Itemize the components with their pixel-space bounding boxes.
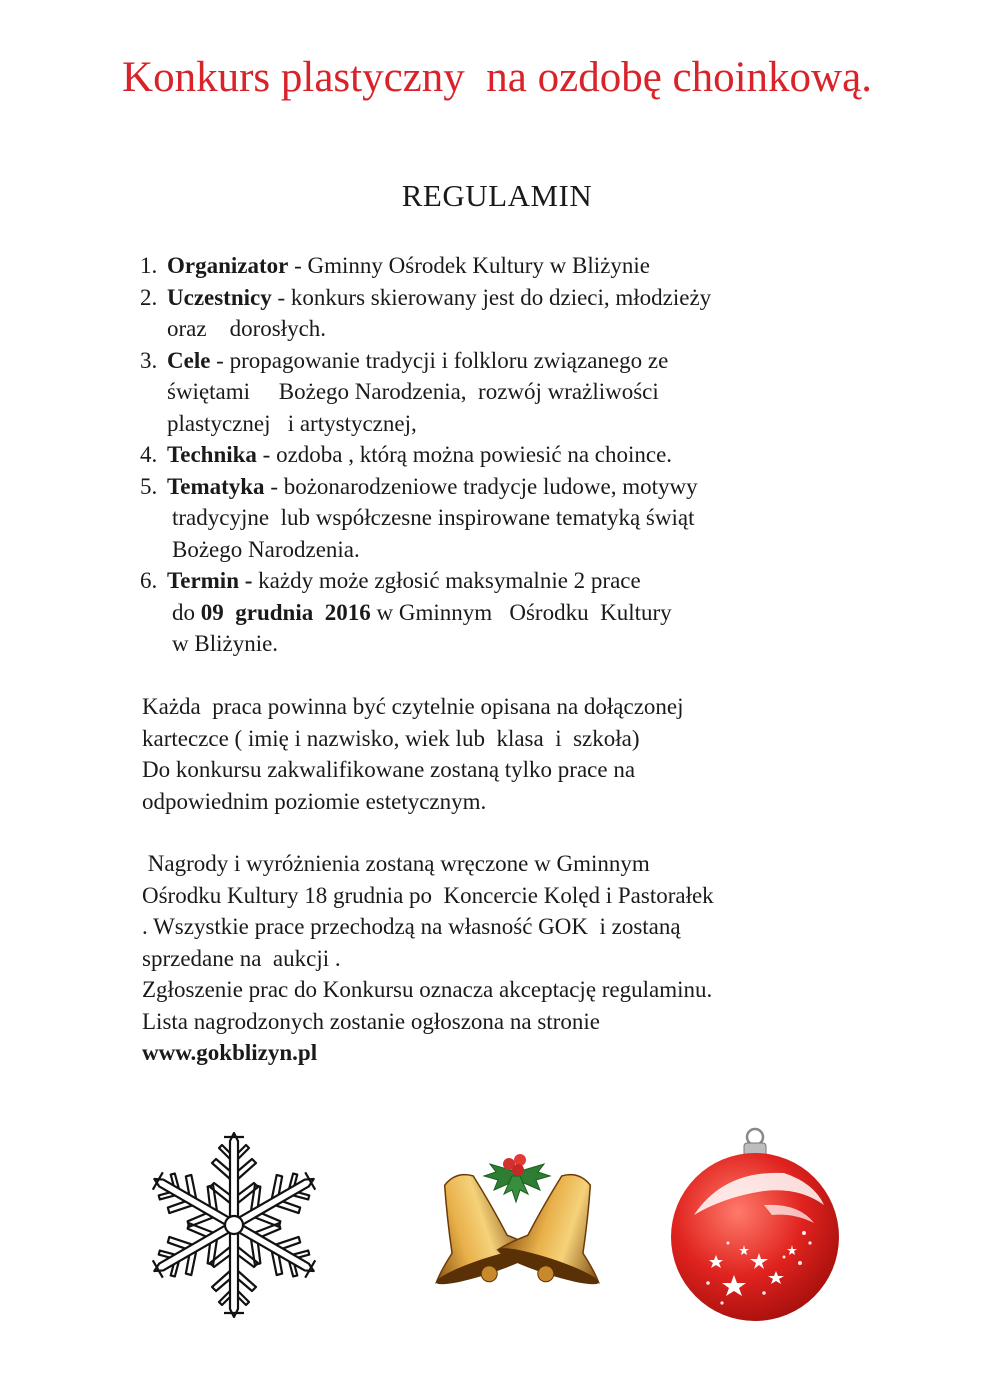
rule-label: Termin - [167,568,253,593]
christmas-bauble-icon [664,1125,844,1325]
rule-number: 2. [140,284,158,310]
submission-paragraph: Każda praca powinna być czytelnie opisana na dołączonej karteczce ( imię i nazwisko, wiek lub klasa i szkoła) Do konkursu zakwalifikowane zostaną tylko prace na odpowiednim poziomie estetycznym. [142,694,684,814]
rule-text: - ozdoba , którą można powiesić na choince. [256,442,673,467]
rule-continuation: w Bliżynie. [172,631,279,656]
rule-text: - Gminny Ośrodek Kultury w Bliżynie [288,253,650,278]
website-link[interactable]: www.gokblizyn.pl [142,1040,318,1065]
rule-item-goals [140,345,860,440]
awards-paragraph [142,848,862,1069]
rule-label: Technika [167,442,257,467]
rule-number: 4. [140,442,158,467]
rule-number: 6. [140,568,158,593]
rule-label: Tematyka [167,473,265,499]
rule-label: Uczestnicy [167,284,272,310]
rule-continuation: świętami Bożego Narodzenia, rozwój wrażliwości [167,379,659,404]
deadline-prefix: do [172,599,201,625]
rule-number: 3. [140,347,158,373]
rule-continuation: oraz dorosłych. [167,316,327,341]
rule-continuation: plastycznej i artystycznej, [167,410,417,436]
rule-number: 1. [140,253,158,278]
rule-item-theme [140,471,860,566]
snowflake-icon [134,1125,334,1325]
rule-label: Cele [167,347,211,373]
rule-text: - propagowanie tradycji i folkloru związanego ze [210,347,669,373]
rule-item-deadline [140,565,860,660]
rules-list [140,250,860,660]
rule-text: każdy może zgłosić maksymalnie 2 prace [252,568,641,593]
poster-title: Konkurs plastyczny na ozdobę choinkową. [122,54,872,101]
rule-text: - konkurs skierowany jest do dzieci, młodzieży [271,284,712,310]
awards-text: Nagrody i wyróżnienia zostaną wręczone w Gminnym Ośrodku Kultury 18 grudnia po Koncercie Kolęd i Pastorałek . Wszystkie prace przechodzą na własność GOK i zostaną sprzedane na aukcji . Zgłoszenie prac do Konkursu oznacza akceptację regulaminu. Lista nagrodzonych zostanie ogłoszona na stronie [142,851,714,1034]
deadline-date: 09 grudnia 2016 [200,599,371,625]
rule-number: 5. [140,473,158,499]
rule-continuation [172,597,860,629]
deadline-place: w Gminnym Ośrodku Kultury [370,599,672,625]
rule-item-organizer [140,250,860,282]
rule-text: - bożonarodzeniowe tradycje ludowe, motywy [264,473,698,499]
regulations-heading: REGULAMIN [401,178,593,213]
rule-item-participants [140,282,860,345]
rule-label: Organizator [167,253,289,278]
rule-continuation: Bożego Narodzenia. [172,536,360,562]
rule-item-technique [140,439,860,471]
christmas-bells-icon [400,1150,635,1300]
rule-continuation: tradycyjne lub współczesne inspirowane tematyką świąt [172,505,695,530]
